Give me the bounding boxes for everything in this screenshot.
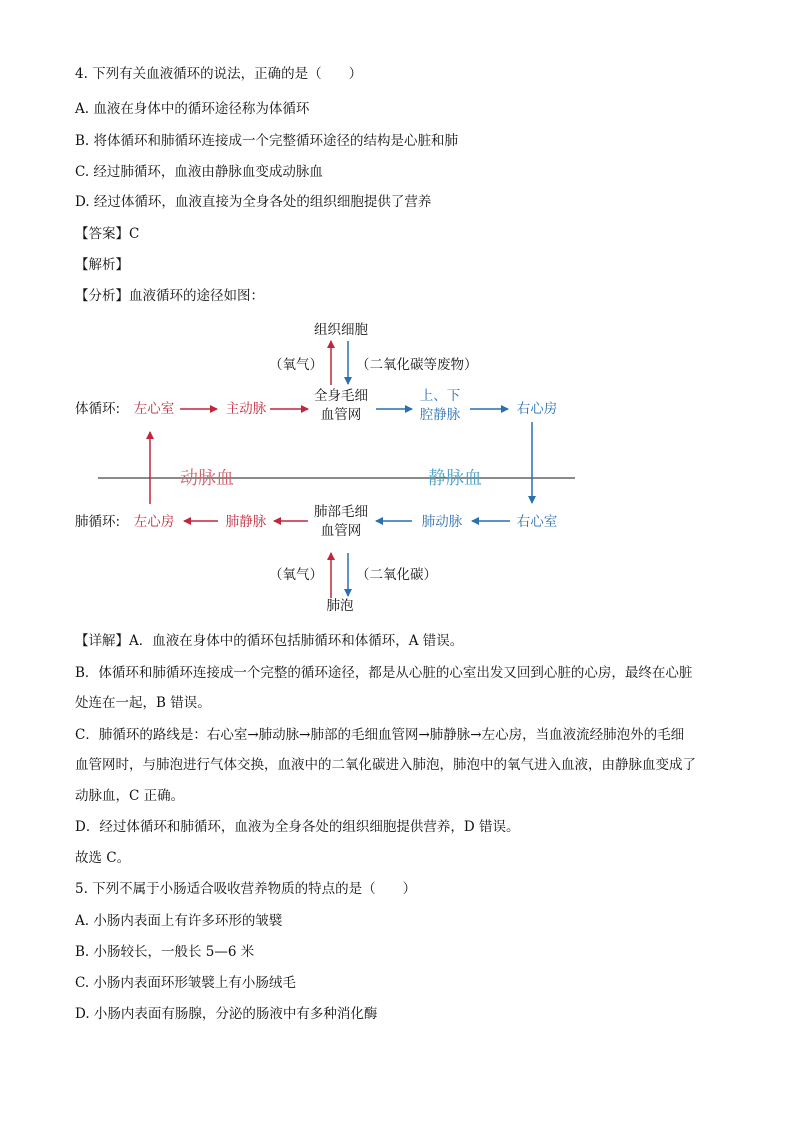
detail-line-5: 血管网时，与肺泡进行气体交换，血液中的二氧化碳进入肺泡，肺泡中的氧气进入血液，由静脉血变成了 [75,757,696,773]
q5-option-d: D. 小肠内表面有肠腺，分泌的肠液中有多种消化酶 [75,1006,378,1022]
oxygen-top-label: （氧气） [269,357,323,373]
pulmonary-vein-label: 肺静脉 [225,514,267,530]
detail-line-3: 处连在一起，B 错误。 [75,695,211,711]
detail-line-6: 动脉血，C 正确。 [75,788,185,804]
left-atrium-label: 左心房 [133,514,175,530]
co2-bottom-label: （二氧化碳） [356,567,437,583]
detail-line-4: C．肺循环的路线是：右心室→肺动脉→肺部的毛细血管网→肺静脉→左心房，当血液流经肺泡外的毛细 [75,727,685,743]
pulmonary-artery-label: 肺动脉 [421,514,463,530]
q5-option-b: B. 小肠较长，一般长 5—6 米 [75,944,255,960]
q5-option-a: A. 小肠内表面上有许多环形的皱襞 [75,913,283,929]
detail-line-8: 故选 C。 [75,850,131,866]
vena-cava-label-1: 上、下 [419,388,461,404]
q4-option-b: B. 将体循环和肺循环连接成一个完整循环途径的结构是心脏和肺 [75,133,459,149]
q5-option-c: C. 小肠内表面环形皱襞上有小肠绒毛 [75,975,296,991]
right-atrium-label: 右心房 [516,401,558,417]
q5-stem: 5. 下列不属于小肠适合吸收营养物质的特点的是（ ） [75,881,417,897]
aorta-label: 主动脉 [225,401,267,417]
pulmonary-circulation-label: 肺循环: [75,514,121,530]
oxygen-bottom-label: （氧气） [269,567,323,583]
right-ventricle-label: 右心室 [516,514,558,530]
lung-capillary-label-2: 血管网 [320,523,362,539]
analysis-intro: 【分析】血液循环的途径如图： [75,288,264,304]
detail-line-1: 【详解】A．血液在身体中的循环包括肺循环和体循环，A 错误。 [75,633,464,649]
arterial-blood-label: 动脉血 [180,468,234,489]
q4-option-d: D. 经过体循环，血液直接为全身各处的组织细胞提供了营养 [75,194,432,210]
left-ventricle-label: 左心室 [133,401,175,417]
q4-option-a: A. 血液在身体中的循环途径称为体循环 [75,101,310,117]
q4-answer: 【答案】C [75,226,140,242]
detail-line-2: B．体循环和肺循环连接成一个完整的循环途径，都是从心脏的心室出发又回到心脏的心房，最终在心脏 [75,665,693,681]
vena-cava-label-2: 腔静脉 [419,407,461,423]
q4-option-c: C. 经过肺循环，血液由静脉血变成动脉血 [75,164,323,180]
q4-stem: 4. 下列有关血液循环的说法，正确的是（ ） [75,66,363,82]
alveoli-label: 肺泡 [326,598,354,614]
body-capillary-label-1: 全身毛细 [314,388,368,404]
analysis-heading: 【解析】 [75,257,129,273]
detail-line-7: D．经过体循环和肺循环，血液为全身各处的组织细胞提供营养，D 错误。 [75,819,520,835]
venous-blood-label: 静脉血 [428,468,482,489]
systemic-circulation-label: 体循环: [75,401,121,417]
body-capillary-label-2: 血管网 [320,407,362,423]
lung-capillary-label-1: 肺部毛细 [314,504,368,520]
co2-waste-label: （二氧化碳等废物） [356,357,478,373]
tissue-cells-label: 组织细胞 [314,322,368,338]
